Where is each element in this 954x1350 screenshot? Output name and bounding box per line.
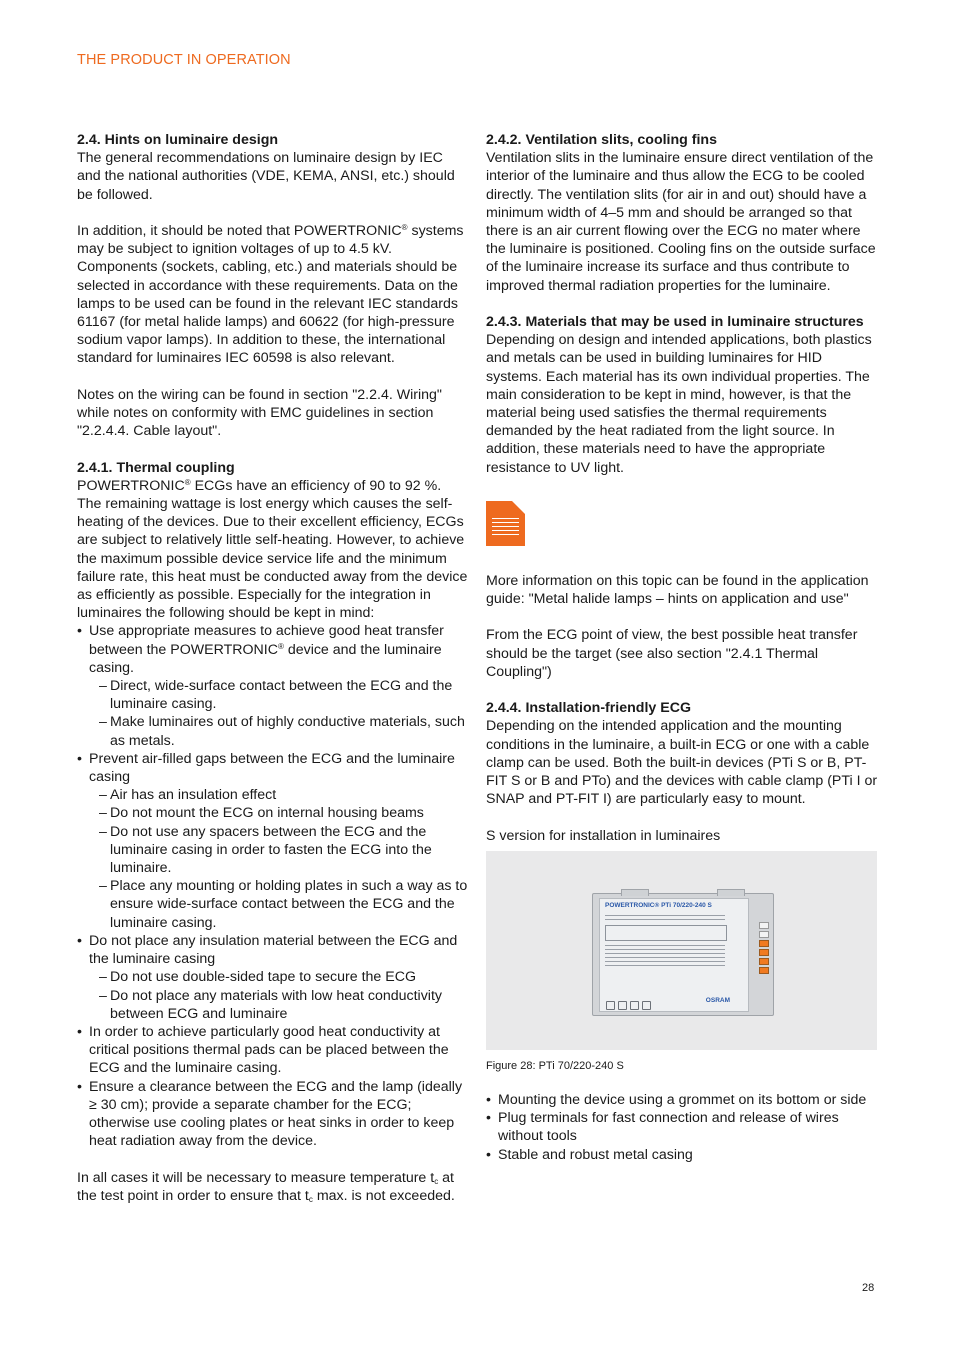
paragraph: The general recommendations on luminaire design by IEC and the national authorities (VDE, KEMA, ANSI, etc.) should be followed. (77, 150, 455, 203)
list-item: – Make luminaires out of highly conductive materials, such as metals. (99, 713, 469, 749)
list-item: • Do not place any insulation material between the ECG and the luminaire casing – Do not use double-sided tape to secure the ECG – Do not place any materials with low heat conductivity between ECG and luminaire (77, 932, 469, 1023)
list-item: • Mounting the device using a grommet on its bottom or side (486, 1091, 878, 1109)
list-item: • Plug terminals for fast connection and release of wires without tools (486, 1109, 878, 1145)
thermal-coupling-list (77, 622, 469, 1150)
list-item: • In order to achieve particularly good heat conductivity at critical positions thermal pads can be placed between the ECG and the luminaire casing. (77, 1023, 469, 1078)
list-item: – Place any mounting or holding plates in such a way as to ensure wide-surface contact between the ECG and the luminaire casing. (99, 877, 469, 932)
paragraph: In addition, it should be noted that POWERTRONIC® systems may be subject to ignition voltages of up to 4.5 kV. Components (sockets, cabling, etc.) and materials should be selected in accordance with these requirements. Data on the lamps to be used can be found in the relevant IEC standards 61167 (for metal halide lamps) and 60622 (for high-pressure sodium vapor lamps). In addition to these, the international standard for luminaires IEC 60598 is also relevant. (77, 223, 464, 367)
list-item: – Do not mount the ECG on internal housing beams (99, 804, 469, 822)
feature-list (486, 1091, 878, 1164)
ecg-brand-label: POWERTRONIC® PTi 70/220-240 S (605, 901, 712, 909)
list-item: • Ensure a clearance between the ECG and the lamp (ideally ≥ 30 cm); provide a separate chamber for the ECG; otherwise use cooling plates or heat sinks in order to keep heat radiation away from the device. (77, 1078, 469, 1151)
ecg-device-image (592, 893, 774, 1016)
registered-mark: ® (401, 223, 408, 232)
figure-caption: Figure 28: PTi 70/220-240 S (486, 1059, 624, 1072)
list-item: – Direct, wide-surface contact between the ECG and the luminaire casing. (99, 677, 469, 713)
paragraph: From the ECG point of view, the best possible heat transfer should be the target (see also section "2.4.1 Thermal Coupling") (486, 627, 858, 680)
registered-mark: ® (184, 477, 191, 487)
heading-ventilation-slits: 2.4.2. Ventilation slits, cooling fins (486, 132, 717, 148)
heading-thermal-coupling: 2.4.1. Thermal coupling (77, 459, 235, 476)
paragraph: S version for installation in luminaires (486, 827, 721, 844)
paragraph: Notes on the wiring can be found in section "2.2.4. Wiring" while notes on conformity with EMC guidelines in section "2.2.4.4. Cable layout". (77, 386, 442, 440)
list-item: – Air has an insulation effect (99, 786, 469, 804)
paragraph: Ventilation slits in the luminaire ensure direct ventilation of the interior of the luminaire and thus allow the ECG to be cooled directly. The ventilation slits (for air in and out) should have a minimum width of 4–5 mm and should be arranged so that there is an air current flowing over the ECG no mater where the luminaire is positioned. Cooling fins on the outside surface of the luminaire increase its surface and thus contribute to improved thermal radiation properties for the luminaire. (486, 150, 876, 294)
paragraph: Depending on design and intended applications, both plastics and metals can be used in building luminaires for HID systems. Each material has its own individual properties. The main consideration to be kept in mind, however, is that the material being used satisfies the thermal requirements demanded by the heat radiated from the light source. In addition, these materials need to have the appropriate resistance to UV light. (486, 332, 872, 476)
heading-installation-friendly-ecg: 2.4.4. Installation-friendly ECG (486, 700, 691, 717)
list-item: – Do not use double-sided tape to secure the ECG (99, 968, 469, 986)
list-item: – Do not place any materials with low heat conductivity between ECG and luminaire (99, 987, 469, 1023)
list-item: • Prevent air-filled gaps between the ECG and the luminaire casing – Air has an insulation effect – Do not mount the ECG on internal housing beams – Do not use any spacers between the ECG and the luminaire casing in order to fasten the ECG into the luminaire. – Place any mounting or holding plates in such a way as to ensure wide-surface contact between the ECG and the luminaire casing. (77, 750, 469, 932)
list-item: • Use appropriate measures to achieve good heat transfer between the POWERTRONIC® device and the luminaire casing. – Direct, wide-surface contact between the ECG and the luminaire casing. – Make luminaires out of highly conductive materials, such as metals. (77, 622, 469, 749)
plug-terminals (759, 922, 769, 976)
document-icon (486, 501, 525, 546)
section-header: THE PRODUCT IN OPERATION (77, 52, 291, 68)
osram-logo: OSRAM (705, 996, 730, 1004)
list-item: • Stable and robust metal casing (486, 1146, 878, 1164)
right-column (486, 131, 878, 1164)
paragraph: More information on this topic can be found in the application guide: "Metal halide lamps – hints on application and use" (486, 572, 869, 608)
paragraph: POWERTRONIC® ECGs have an efficiency of 90 to 92 %. The remaining wattage is lost energy which causes the self-heating of the devices. Due to their excellent efficiency, ECGs are subject to relatively little self-heating. However, to achieve the maximum possible device service life and the minimum failure rate, this heat must be conducted away from the device as efficiently as possible. Especially for the integration in luminaires the following should be kept in mind: (77, 477, 468, 622)
page-number: 28 (862, 1282, 875, 1294)
paragraph: In all cases it will be necessary to measure temperature $t_c$ at the test point in order to ensure that $t_c$ max. is not exceeded. (77, 1169, 455, 1204)
left-column (77, 131, 469, 1205)
figure-ecg-photo (486, 851, 877, 1050)
heading-materials: 2.4.3. Materials that may be used in luminaire structures (486, 314, 864, 331)
heading-hints-luminaire-design: 2.4. Hints on luminaire design (77, 132, 279, 148)
list-item: – Do not use any spacers between the ECG and the luminaire casing in order to fasten the ECG into the luminaire. (99, 823, 469, 878)
paragraph: Depending on the intended application and the mounting conditions in the luminaire, a built-in ECG or one with a cable clamp can be used. Both the built-in devices (PTi S or B, PT-FIT S or B and PTo) and the devices with cable clamp (PTi I or SNAP and PT-FIT I) are particularly easy to mount. (486, 718, 878, 808)
